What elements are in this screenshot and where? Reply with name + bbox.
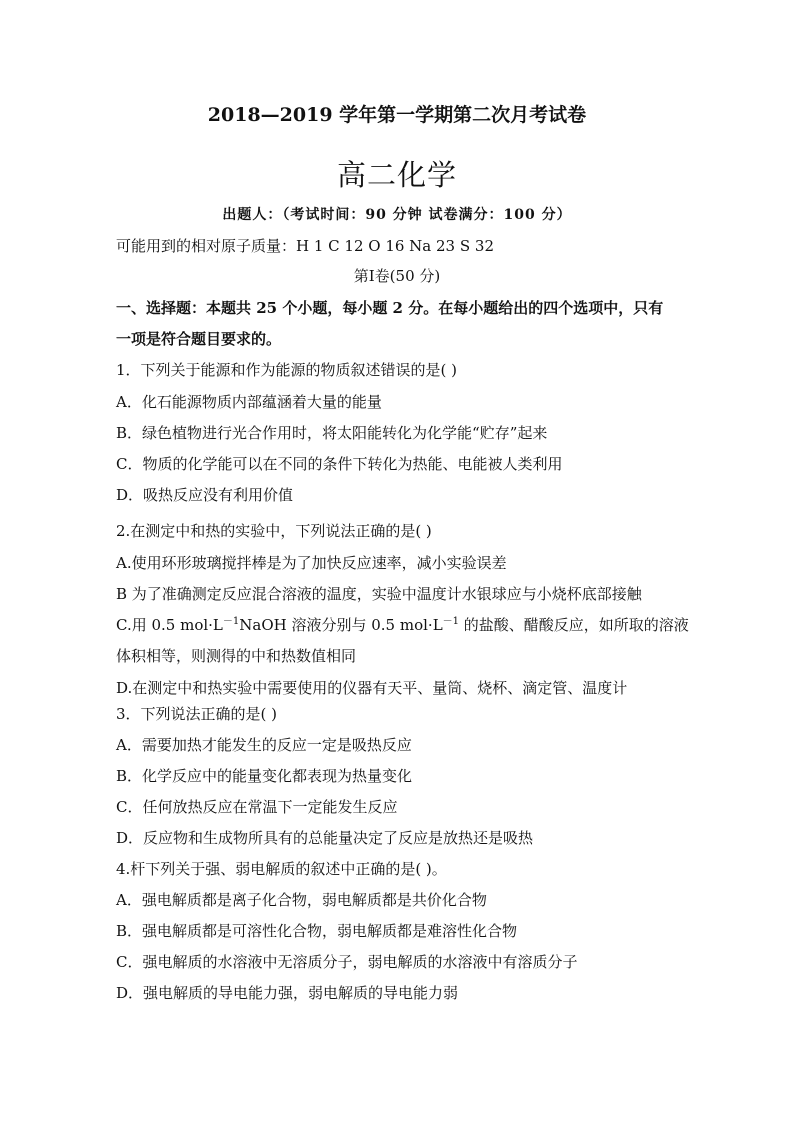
section-intro-line1: 一、选择题：本题共 25 个小题，每小题 2 分。在每小题给出的四个选项中，只有 (116, 299, 664, 317)
question-3-option-c: C．任何放热反应在常温下一定能发生反应 (116, 798, 398, 816)
question-2-option-a: A.使用环形玻璃搅拌棒是为了加快反应速率，减小实验误差 (116, 554, 507, 572)
question-1-option-a: A．化石能源物质内部蕴涵着大量的能量 (116, 393, 382, 411)
superscript-minus-one: －1 (222, 616, 240, 627)
question-3-stem: 3．下列说法正确的是( ) (116, 705, 278, 723)
section-intro-line2: 一项是符合题目要求的。 (116, 330, 282, 348)
question-4-option-a: A．强电解质都是离子化合物，弱电解质都是共价化合物 (116, 891, 487, 909)
question-1-option-b: B．绿色植物进行光合作用时，将太阳能转化为化学能“贮存”起来 (116, 424, 548, 442)
question-2-stem: 2.在测定中和热的实验中，下列说法正确的是( ) (116, 522, 432, 540)
question-4-stem: 4.杆下列关于强、弱电解质的叙述中正确的是( )。 (116, 860, 447, 878)
question-2-option-c-part3: 的盐酸、醋酸反应，如所取的溶液 (459, 616, 689, 634)
question-2-option-b: B 为了准确测定反应混合溶液的温度，实验中温度计水银球应与小烧杯底部接触 (116, 585, 642, 603)
exam-title: 2018—2019 学年第一学期第二次月考试卷 (207, 104, 587, 126)
question-2-option-c-part2: NaOH 溶液分别与 0.5 mol·L (239, 616, 443, 634)
superscript-minus-one: －1 (442, 616, 460, 627)
atomic-masses: 可能用到的相对原子质量：H 1 C 12 O 16 Na 23 S 32 (116, 237, 495, 255)
question-2-option-d: D.在测定中和热实验中需要使用的仪器有天平、量筒、烧杯、滴定管、温度计 (116, 679, 628, 697)
question-2-option-c-part1: C.用 0.5 mol·L (116, 616, 223, 634)
exam-info: 出题人：（考试时间：90 分钟 试卷满分：100 分） (222, 207, 572, 223)
question-3-option-a: A．需要加热才能发生的反应一定是吸热反应 (116, 736, 412, 754)
question-1-option-c: C．物质的化学能可以在不同的条件下转化为热能、电能被人类利用 (116, 455, 563, 473)
question-2-option-c-line2: 体积相等，则测得的中和热数值相同 (116, 647, 357, 665)
volume-heading: 第Ⅰ卷(50 分) (353, 267, 441, 285)
subject-title: 高二化学 (336, 158, 457, 192)
question-1-option-d: D．吸热反应没有利用价值 (116, 486, 294, 504)
question-4-option-c: C．强电解质的水溶液中无溶质分子，弱电解质的水溶液中有溶质分子 (116, 953, 578, 971)
question-4-option-d: D．强电解质的导电能力强，弱电解质的导电能力弱 (116, 984, 459, 1002)
question-2-option-c (116, 615, 689, 635)
question-4-option-b: B．强电解质都是可溶性化合物，弱电解质都是难溶性化合物 (116, 922, 518, 940)
question-3-option-d: D．反应物和生成物所具有的总能量决定了反应是放热还是吸热 (116, 829, 534, 847)
question-1-stem: 1．下列关于能源和作为能源的物质叙述错误的是( ) (116, 361, 458, 379)
question-3-option-b: B．化学反应中的能量变化都表现为热量变化 (116, 767, 413, 785)
